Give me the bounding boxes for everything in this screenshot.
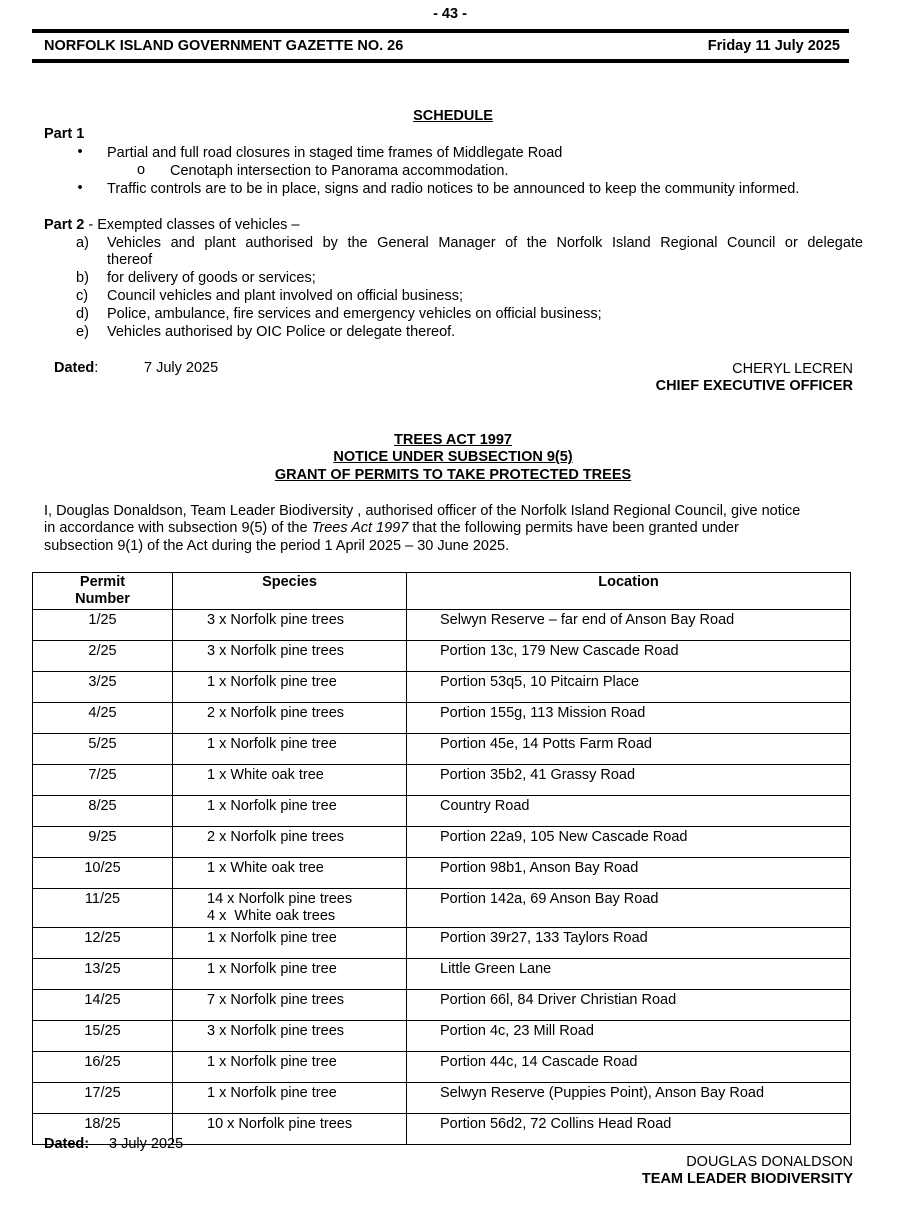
species-line: 1 x Norfolk pine tree [207,736,337,752]
location-cell: Portion 142a, 69 Anson Bay Road [407,889,851,928]
table-row [33,889,851,928]
part2-item-d: Police, ambulance, fire services and emergency vehicles on official business; [107,306,602,322]
notice-para-line-1: I, Douglas Donaldson, Team Leader Biodiversity , authorised officer of the Norfolk Island Regional Council, give notice [44,503,801,519]
notice-dated [44,1136,89,1153]
act-title-italic: Trees Act 1997 [311,520,409,536]
species-cell [173,1052,407,1083]
schedule-signatory-title: CHIEF EXECUTIVE OFFICER [655,378,853,394]
table-row [33,959,851,990]
species-line: 1 x White oak tree [207,860,324,876]
notice-dated-value: 3 July 2025 [109,1136,184,1152]
bullet-icon: • [77,144,83,160]
part1-sub-bullet: Cenotaph intersection to Panorama accommodation. [170,163,509,179]
sub-bullet-marker: o [137,162,146,178]
table-row [33,734,851,765]
location-cell: Selwyn Reserve (Puppies Point), Anson Bay Road [407,1083,851,1114]
permit-number-cell: 18/25 [33,1114,173,1145]
notice-signatory-title: TEAM LEADER BIODIVERSITY [641,1171,853,1187]
location-cell: Portion 66l, 84 Driver Christian Road [407,990,851,1021]
dated-colon: : [94,360,99,376]
species-cell [173,765,407,796]
part1-label: Part 1 [44,126,85,142]
permit-number-cell: 1/25 [33,610,173,641]
notice-para-text: in accordance with subsection 9(5) of the [44,520,312,536]
location-cell: Portion 22a9, 105 New Cascade Road [407,827,851,858]
table-row [33,928,851,959]
species-cell [173,672,407,703]
permit-number-cell: 17/25 [33,1083,173,1114]
species-cell [173,1114,407,1145]
page-number: - 43 - [433,6,467,22]
species-line: 3 x Norfolk pine trees [207,612,345,628]
permit-number-cell: 10/25 [33,858,173,889]
permit-number-cell: 16/25 [33,1052,173,1083]
part1-bullet-1: Partial and full road closures in staged time frames of Middlegate Road [107,145,563,161]
table-row [33,765,851,796]
table-row [33,990,851,1021]
species-line: 3 x Norfolk pine trees [207,1023,345,1039]
location-cell: Portion 56d2, 72 Collins Head Road [407,1114,851,1145]
permit-number-cell: 15/25 [33,1021,173,1052]
permit-number-cell: 2/25 [33,641,173,672]
notice-heading-1: TREES ACT 1997 [394,432,512,448]
species-line: 4 x White oak trees [207,908,336,924]
species-cell [173,889,407,928]
permits-table [32,572,851,1145]
permit-number-cell: 9/25 [33,827,173,858]
table-row [33,1021,851,1052]
header-text: Number [75,591,130,607]
permits-table-body [33,610,851,1145]
species-line: 3 x Norfolk pine trees [207,643,345,659]
species-line: 1 x Norfolk pine tree [207,1085,337,1101]
list-letter: c) [76,288,89,304]
notice-para-line-3: subsection 9(1) of the Act during the period 1 April 2025 – 30 June 2025. [44,538,510,554]
table-row [33,672,851,703]
schedule-signatory-name: CHERYL LECREN [732,361,853,377]
table-row [33,796,851,827]
species-line: 14 x Norfolk pine trees [207,891,353,907]
location-cell: Portion 4c, 23 Mill Road [407,1021,851,1052]
part2-intro: - Exempted classes of vehicles – [84,217,300,233]
species-cell [173,858,407,889]
location-cell: Portion 45e, 14 Potts Farm Road [407,734,851,765]
table-row [33,1052,851,1083]
column-header-location: Location [407,573,851,610]
header-text: Permit [79,574,126,590]
species-line: 1 x Norfolk pine tree [207,798,337,814]
permit-number-cell: 5/25 [33,734,173,765]
table-header-row [33,573,851,610]
species-line: 1 x Norfolk pine tree [207,930,337,946]
location-cell: Selwyn Reserve – far end of Anson Bay Road [407,610,851,641]
species-cell [173,796,407,827]
part2-item-a-line2: thereof [107,252,153,268]
permit-number-cell: 11/25 [33,889,173,928]
location-cell: Little Green Lane [407,959,851,990]
part2-item-c: Council vehicles and plant involved on official business; [107,288,464,304]
species-line: 1 x Norfolk pine tree [207,1054,337,1070]
location-cell: Portion 13c, 179 New Cascade Road [407,641,851,672]
table-row [33,641,851,672]
part1-bullet-2: Traffic controls are to be in place, signs and radio notices to be announced to keep the community informed. [107,181,800,197]
location-cell: Portion 98b1, Anson Bay Road [407,858,851,889]
notice-heading-3: GRANT OF PERMITS TO TAKE PROTECTED TREES [274,467,632,483]
gazette-title: NORFOLK ISLAND GOVERNMENT GAZETTE NO. 26 [44,38,404,54]
species-cell [173,703,407,734]
table-row [33,827,851,858]
permit-number-cell: 13/25 [33,959,173,990]
column-header-species: Species [173,573,407,610]
species-line: 2 x Norfolk pine trees [207,829,345,845]
permit-number-cell: 8/25 [33,796,173,827]
permit-number-cell: 14/25 [33,990,173,1021]
notice-para-line-2 [44,520,739,537]
species-cell [173,990,407,1021]
location-cell: Portion 53q5, 10 Pitcairn Place [407,672,851,703]
notice-heading-2: NOTICE UNDER SUBSECTION 9(5) [333,449,573,465]
gazette-date: Friday 11 July 2025 [707,38,840,54]
species-line: 1 x White oak tree [207,767,324,783]
location-cell: Portion 35b2, 41 Grassy Road [407,765,851,796]
permit-number-cell: 12/25 [33,928,173,959]
species-line: 2 x Norfolk pine trees [207,705,345,721]
part2-heading [44,217,300,234]
dated-label: Dated [54,360,95,376]
table-row [33,1083,851,1114]
schedule-heading: SCHEDULE [413,108,493,124]
location-cell: Portion 44c, 14 Cascade Road [407,1052,851,1083]
table-row [33,858,851,889]
notice-dated-label: Dated: [44,1136,90,1152]
header-rule-top [32,29,849,33]
species-cell [173,827,407,858]
species-cell [173,959,407,990]
table-row [33,610,851,641]
species-cell [173,610,407,641]
schedule-dated [54,360,98,377]
part2-item-b: for delivery of goods or services; [107,270,316,286]
notice-signatory-name: DOUGLAS DONALDSON [686,1154,853,1170]
notice-para-text: that the following permits have been granted under [408,520,739,536]
species-cell [173,1083,407,1114]
location-cell: Country Road [407,796,851,827]
list-letter: d) [76,306,89,322]
location-cell: Portion 39r27, 133 Taylors Road [407,928,851,959]
column-header-permit-number [33,573,173,610]
header-rule-bottom [32,59,849,63]
species-cell [173,641,407,672]
species-cell [173,1021,407,1052]
part2-label: Part 2 [44,217,85,233]
bullet-icon: • [77,180,83,196]
list-letter: a) [76,235,89,251]
species-line: 10 x Norfolk pine trees [207,1116,353,1132]
species-cell [173,928,407,959]
species-cell [173,734,407,765]
permit-number-cell: 3/25 [33,672,173,703]
species-line: 1 x Norfolk pine tree [207,674,337,690]
part2-item-a-line1: Vehicles and plant authorised by the General Manager of the Norfolk Island Regional Council or delegate [107,235,863,251]
list-letter: b) [76,270,89,286]
species-line: 1 x Norfolk pine tree [207,961,337,977]
part2-item-e: Vehicles authorised by OIC Police or delegate thereof. [107,324,456,340]
species-line: 7 x Norfolk pine trees [207,992,345,1008]
table-row [33,703,851,734]
permit-number-cell: 7/25 [33,765,173,796]
schedule-dated-value: 7 July 2025 [144,360,219,376]
permit-number-cell: 4/25 [33,703,173,734]
location-cell: Portion 155g, 113 Mission Road [407,703,851,734]
list-letter: e) [76,324,89,340]
